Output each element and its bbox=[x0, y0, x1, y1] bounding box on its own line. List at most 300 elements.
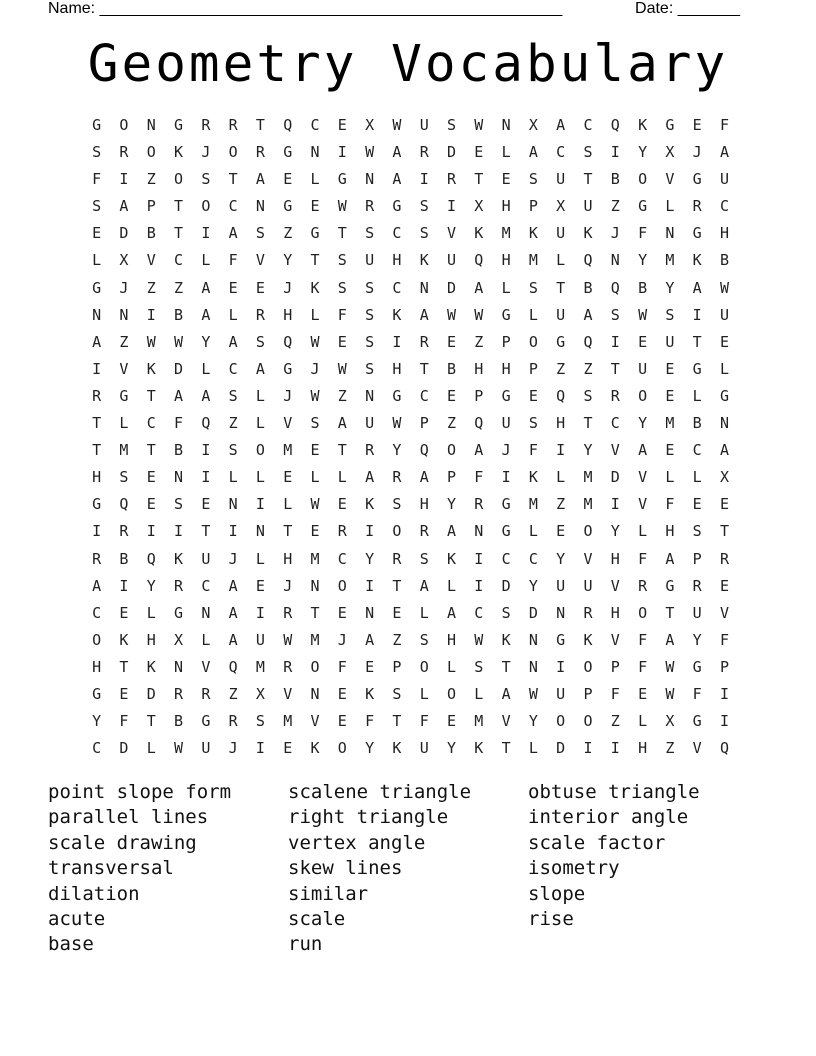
grid-letter[interactable]: C bbox=[583, 116, 593, 134]
grid-letter[interactable]: V bbox=[638, 495, 648, 514]
grid-letter[interactable]: N bbox=[665, 224, 675, 243]
grid-letter[interactable]: Z bbox=[583, 359, 593, 378]
grid-letter[interactable]: Q bbox=[556, 386, 566, 405]
grid-letter[interactable]: A bbox=[365, 468, 375, 487]
grid-letter[interactable]: D bbox=[556, 739, 566, 758]
grid-letter[interactable]: O bbox=[638, 603, 648, 622]
grid-letter[interactable]: L bbox=[255, 468, 265, 487]
grid-letter[interactable]: T bbox=[146, 441, 156, 460]
grid-letter[interactable]: L bbox=[201, 359, 211, 378]
grid-letter[interactable]: K bbox=[474, 739, 484, 758]
grid-letter[interactable]: I bbox=[692, 305, 702, 324]
grid-letter[interactable]: K bbox=[474, 224, 484, 243]
grid-letter[interactable]: O bbox=[228, 143, 238, 162]
grid-letter[interactable]: E bbox=[337, 116, 347, 134]
grid-letter[interactable]: B bbox=[446, 359, 457, 378]
grid-letter[interactable]: R bbox=[419, 332, 429, 351]
grid-letter[interactable]: G bbox=[501, 305, 511, 324]
grid-letter[interactable]: W bbox=[337, 197, 347, 216]
grid-letter[interactable]: V bbox=[201, 657, 211, 676]
grid-letter[interactable]: X bbox=[528, 116, 538, 134]
grid-letter[interactable]: L bbox=[501, 278, 511, 297]
grid-letter[interactable]: P bbox=[501, 332, 511, 351]
grid-letter[interactable]: R bbox=[446, 170, 457, 189]
grid-letter[interactable]: I bbox=[174, 522, 184, 541]
grid-letter[interactable]: Y bbox=[283, 251, 293, 270]
grid-letter[interactable]: B bbox=[583, 278, 593, 297]
grid-letter[interactable]: H bbox=[610, 603, 620, 622]
grid-letter[interactable]: S bbox=[365, 278, 375, 297]
grid-letter[interactable]: T bbox=[583, 170, 593, 189]
grid-letter[interactable]: R bbox=[119, 143, 129, 162]
grid-letter[interactable]: I bbox=[474, 549, 484, 568]
grid-letter[interactable]: B bbox=[638, 278, 648, 297]
grid-letter[interactable]: S bbox=[255, 712, 265, 731]
grid-letter[interactable]: H bbox=[665, 522, 675, 541]
grid-letter[interactable]: J bbox=[283, 278, 293, 297]
grid-letter[interactable]: R bbox=[365, 197, 375, 216]
grid-letter[interactable]: B bbox=[174, 305, 184, 324]
grid-letter[interactable]: G bbox=[92, 116, 102, 134]
grid-letter[interactable]: U bbox=[365, 414, 375, 433]
grid-letter[interactable]: M bbox=[665, 251, 675, 270]
grid-letter[interactable]: Z bbox=[337, 386, 347, 405]
grid-letter[interactable]: B bbox=[719, 251, 729, 270]
grid-letter[interactable]: T bbox=[583, 414, 593, 433]
grid-letter[interactable]: S bbox=[337, 278, 347, 297]
grid-letter[interactable]: K bbox=[365, 495, 375, 514]
grid-letter[interactable]: S bbox=[174, 495, 184, 514]
grid-letter[interactable]: D bbox=[174, 359, 184, 378]
grid-letter[interactable]: T bbox=[501, 739, 511, 758]
grid-letter[interactable]: C bbox=[146, 414, 156, 433]
grid-letter[interactable]: H bbox=[392, 251, 402, 270]
grid-letter[interactable]: Y bbox=[365, 549, 375, 568]
grid-letter[interactable]: T bbox=[310, 251, 320, 270]
grid-letter[interactable]: K bbox=[392, 739, 402, 758]
grid-letter[interactable]: F bbox=[610, 684, 620, 703]
grid-letter[interactable]: I bbox=[556, 657, 566, 676]
grid-letter[interactable]: E bbox=[146, 495, 156, 514]
grid-letter[interactable]: N bbox=[365, 386, 375, 405]
grid-letter[interactable]: R bbox=[283, 657, 293, 676]
grid-letter[interactable]: E bbox=[283, 739, 293, 758]
grid-letter[interactable]: Q bbox=[146, 549, 156, 568]
grid-letter[interactable]: N bbox=[201, 603, 211, 622]
grid-letter[interactable]: L bbox=[146, 603, 156, 622]
grid-letter[interactable]: E bbox=[310, 197, 320, 216]
grid-letter[interactable]: G bbox=[92, 278, 102, 297]
grid-letter[interactable]: I bbox=[419, 170, 429, 189]
grid-letter[interactable]: G bbox=[692, 224, 702, 243]
grid-letter[interactable]: G bbox=[201, 712, 211, 731]
grid-letter[interactable]: J bbox=[283, 576, 293, 595]
grid-letter[interactable]: E bbox=[719, 576, 729, 595]
grid-letter[interactable]: I bbox=[255, 603, 265, 622]
grid-letter[interactable]: I bbox=[201, 441, 211, 460]
grid-letter[interactable]: U bbox=[556, 224, 566, 243]
grid-letter[interactable]: E bbox=[556, 522, 566, 541]
grid-letter[interactable]: N bbox=[228, 495, 238, 514]
grid-letter[interactable]: R bbox=[692, 576, 702, 595]
grid-letter[interactable]: A bbox=[446, 603, 457, 622]
grid-letter[interactable]: L bbox=[692, 386, 702, 405]
grid-letter[interactable]: S bbox=[665, 305, 675, 324]
grid-letter[interactable]: H bbox=[638, 739, 648, 758]
grid-letter[interactable]: X bbox=[119, 251, 129, 270]
grid-letter[interactable]: L bbox=[228, 305, 238, 324]
grid-letter[interactable]: E bbox=[719, 495, 729, 514]
grid-letter[interactable]: A bbox=[255, 170, 265, 189]
grid-letter[interactable]: Y bbox=[638, 414, 648, 433]
grid-letter[interactable]: S bbox=[337, 251, 347, 270]
grid-letter[interactable]: R bbox=[583, 603, 593, 622]
grid-letter[interactable]: W bbox=[719, 278, 729, 297]
grid-letter[interactable]: E bbox=[310, 441, 320, 460]
grid-letter[interactable]: A bbox=[446, 522, 457, 541]
grid-letter[interactable]: F bbox=[692, 684, 702, 703]
grid-letter[interactable]: R bbox=[419, 143, 429, 162]
grid-letter[interactable]: H bbox=[283, 549, 293, 568]
grid-letter[interactable]: H bbox=[474, 359, 484, 378]
grid-letter[interactable]: A bbox=[583, 305, 593, 324]
grid-letter[interactable]: F bbox=[474, 468, 484, 487]
grid-letter[interactable]: A bbox=[419, 468, 429, 487]
grid-letter[interactable]: X bbox=[556, 197, 566, 216]
grid-letter[interactable]: R bbox=[174, 576, 184, 595]
grid-letter[interactable]: G bbox=[638, 197, 648, 216]
grid-letter[interactable]: U bbox=[665, 332, 675, 351]
grid-letter[interactable]: E bbox=[337, 332, 347, 351]
grid-letter[interactable]: C bbox=[610, 414, 620, 433]
grid-letter[interactable]: G bbox=[174, 116, 184, 134]
grid-letter[interactable]: W bbox=[174, 739, 184, 758]
grid-letter[interactable]: U bbox=[201, 739, 211, 758]
grid-letter[interactable]: V bbox=[446, 224, 457, 243]
grid-letter[interactable]: G bbox=[501, 495, 511, 514]
grid-letter[interactable]: J bbox=[119, 278, 129, 297]
grid-letter[interactable]: H bbox=[501, 359, 511, 378]
grid-letter[interactable]: D bbox=[610, 468, 620, 487]
grid-letter[interactable]: N bbox=[92, 305, 102, 324]
grid-letter[interactable]: C bbox=[392, 224, 402, 243]
grid-letter[interactable]: S bbox=[201, 170, 211, 189]
grid-letter[interactable]: X bbox=[665, 143, 675, 162]
grid-letter[interactable]: L bbox=[310, 305, 320, 324]
grid-letter[interactable]: Y bbox=[638, 251, 648, 270]
grid-letter[interactable]: N bbox=[119, 305, 129, 324]
grid-letter[interactable]: E bbox=[665, 386, 675, 405]
grid-letter[interactable]: W bbox=[474, 305, 484, 324]
grid-letter[interactable]: O bbox=[528, 332, 538, 351]
grid-letter[interactable]: R bbox=[419, 522, 429, 541]
grid-letter[interactable]: F bbox=[638, 549, 648, 568]
grid-letter[interactable]: W bbox=[665, 684, 675, 703]
grid-letter[interactable]: W bbox=[474, 116, 484, 134]
grid-letter[interactable]: Q bbox=[583, 332, 593, 351]
grid-letter[interactable]: L bbox=[255, 386, 265, 405]
grid-letter[interactable]: O bbox=[583, 522, 593, 541]
grid-letter[interactable]: Z bbox=[146, 170, 156, 189]
grid-letter[interactable]: S bbox=[474, 657, 484, 676]
grid-letter[interactable]: T bbox=[310, 603, 320, 622]
grid-letter[interactable]: O bbox=[583, 712, 593, 731]
grid-letter[interactable]: S bbox=[419, 630, 429, 649]
grid-letter[interactable]: V bbox=[638, 468, 648, 487]
grid-letter[interactable]: Q bbox=[474, 414, 484, 433]
grid-letter[interactable]: F bbox=[92, 170, 102, 189]
grid-letter[interactable]: V bbox=[310, 712, 320, 731]
grid-letter[interactable]: U bbox=[201, 549, 211, 568]
grid-letter[interactable]: T bbox=[392, 712, 402, 731]
grid-letter[interactable]: A bbox=[692, 278, 702, 297]
grid-letter[interactable]: W bbox=[474, 630, 484, 649]
grid-letter[interactable]: U bbox=[365, 251, 375, 270]
grid-letter[interactable]: I bbox=[92, 359, 102, 378]
grid-letter[interactable]: C bbox=[92, 603, 102, 622]
grid-letter[interactable]: K bbox=[501, 630, 511, 649]
grid-letter[interactable]: G bbox=[92, 495, 102, 514]
grid-letter[interactable]: J bbox=[201, 143, 211, 162]
grid-letter[interactable]: L bbox=[255, 549, 265, 568]
grid-letter[interactable]: H bbox=[446, 630, 457, 649]
grid-letter[interactable]: O bbox=[638, 170, 648, 189]
grid-letter[interactable]: G bbox=[665, 576, 675, 595]
grid-letter[interactable]: L bbox=[556, 468, 566, 487]
grid-letter[interactable]: Y bbox=[665, 278, 675, 297]
grid-letter[interactable]: A bbox=[392, 170, 402, 189]
grid-letter[interactable]: T bbox=[556, 278, 566, 297]
grid-letter[interactable]: Z bbox=[610, 712, 620, 731]
grid-letter[interactable]: F bbox=[638, 630, 648, 649]
grid-letter[interactable]: I bbox=[201, 468, 211, 487]
grid-letter[interactable]: Y bbox=[528, 712, 538, 731]
grid-letter[interactable]: A bbox=[719, 441, 729, 460]
grid-letter[interactable]: C bbox=[392, 278, 402, 297]
grid-letter[interactable]: B bbox=[119, 549, 129, 568]
grid-letter[interactable]: R bbox=[119, 522, 129, 541]
grid-letter[interactable]: I bbox=[365, 522, 375, 541]
grid-letter[interactable]: C bbox=[501, 549, 511, 568]
grid-letter[interactable]: E bbox=[474, 143, 484, 162]
grid-letter[interactable]: N bbox=[146, 116, 156, 134]
grid-letter[interactable]: N bbox=[528, 657, 538, 676]
grid-letter[interactable]: Z bbox=[556, 495, 566, 514]
grid-letter[interactable]: N bbox=[501, 116, 511, 134]
grid-letter[interactable]: X bbox=[665, 712, 675, 731]
grid-letter[interactable]: M bbox=[583, 495, 593, 514]
grid-letter[interactable]: L bbox=[556, 251, 566, 270]
grid-letter[interactable]: G bbox=[119, 386, 129, 405]
grid-letter[interactable]: C bbox=[719, 197, 729, 216]
grid-letter[interactable]: T bbox=[474, 170, 484, 189]
grid-letter[interactable]: W bbox=[283, 630, 293, 649]
grid-letter[interactable]: G bbox=[692, 359, 702, 378]
grid-letter[interactable]: I bbox=[146, 522, 156, 541]
grid-letter[interactable]: T bbox=[283, 522, 293, 541]
grid-letter[interactable]: G bbox=[174, 603, 184, 622]
grid-letter[interactable]: U bbox=[446, 251, 457, 270]
grid-letter[interactable]: G bbox=[92, 684, 102, 703]
grid-letter[interactable]: R bbox=[337, 522, 347, 541]
grid-letter[interactable]: L bbox=[228, 468, 238, 487]
grid-letter[interactable]: Q bbox=[474, 251, 484, 270]
grid-letter[interactable]: E bbox=[528, 386, 538, 405]
grid-letter[interactable]: A bbox=[474, 441, 484, 460]
grid-letter[interactable]: L bbox=[446, 576, 457, 595]
grid-letter[interactable]: A bbox=[92, 576, 102, 595]
grid-letter[interactable]: I bbox=[119, 170, 129, 189]
grid-letter[interactable]: S bbox=[419, 197, 429, 216]
grid-letter[interactable]: P bbox=[610, 657, 620, 676]
grid-letter[interactable]: A bbox=[228, 576, 238, 595]
grid-letter[interactable]: T bbox=[665, 603, 675, 622]
grid-letter[interactable]: K bbox=[146, 359, 156, 378]
grid-letter[interactable]: S bbox=[228, 386, 238, 405]
grid-letter[interactable]: N bbox=[255, 197, 265, 216]
grid-letter[interactable]: S bbox=[392, 684, 402, 703]
grid-letter[interactable]: O bbox=[337, 739, 347, 758]
grid-letter[interactable]: T bbox=[174, 224, 184, 243]
grid-letter[interactable]: L bbox=[638, 522, 648, 541]
grid-letter[interactable]: C bbox=[528, 549, 538, 568]
grid-letter[interactable]: V bbox=[610, 441, 620, 460]
grid-letter[interactable]: W bbox=[365, 143, 375, 162]
grid-letter[interactable]: R bbox=[92, 549, 102, 568]
grid-letter[interactable]: H bbox=[719, 224, 729, 243]
grid-letter[interactable]: R bbox=[692, 197, 702, 216]
grid-letter[interactable]: W bbox=[310, 386, 320, 405]
grid-letter[interactable]: R bbox=[474, 495, 484, 514]
grid-letter[interactable]: W bbox=[337, 359, 347, 378]
grid-letter[interactable]: A bbox=[255, 359, 265, 378]
grid-letter[interactable]: D bbox=[528, 603, 538, 622]
grid-letter[interactable]: Y bbox=[610, 522, 620, 541]
grid-letter[interactable]: P bbox=[146, 197, 156, 216]
grid-letter[interactable]: B bbox=[174, 712, 184, 731]
grid-letter[interactable]: W bbox=[310, 495, 320, 514]
grid-letter[interactable]: Y bbox=[528, 576, 538, 595]
grid-letter[interactable]: H bbox=[283, 305, 293, 324]
grid-letter[interactable]: E bbox=[365, 657, 375, 676]
grid-letter[interactable]: W bbox=[392, 414, 402, 433]
grid-letter[interactable]: W bbox=[446, 305, 457, 324]
grid-letter[interactable]: L bbox=[638, 712, 648, 731]
grid-letter[interactable]: S bbox=[501, 603, 511, 622]
grid-letter[interactable]: K bbox=[392, 305, 402, 324]
grid-letter[interactable]: D bbox=[446, 143, 457, 162]
grid-letter[interactable]: Z bbox=[610, 197, 620, 216]
grid-letter[interactable]: C bbox=[556, 143, 566, 162]
grid-letter[interactable]: H bbox=[501, 197, 511, 216]
grid-letter[interactable]: J bbox=[283, 386, 293, 405]
grid-letter[interactable]: K bbox=[146, 657, 156, 676]
grid-letter[interactable]: E bbox=[255, 576, 265, 595]
grid-letter[interactable]: K bbox=[310, 739, 320, 758]
grid-letter[interactable]: E bbox=[228, 278, 238, 297]
grid-letter[interactable]: L bbox=[119, 414, 129, 433]
grid-letter[interactable]: Z bbox=[665, 739, 675, 758]
grid-letter[interactable]: F bbox=[365, 712, 375, 731]
grid-letter[interactable]: U bbox=[638, 359, 648, 378]
grid-letter[interactable]: I bbox=[119, 576, 129, 595]
grid-letter[interactable]: F bbox=[638, 657, 648, 676]
grid-letter[interactable]: E bbox=[665, 359, 675, 378]
grid-letter[interactable]: T bbox=[92, 414, 102, 433]
grid-letter[interactable]: L bbox=[337, 468, 347, 487]
grid-letter[interactable]: I bbox=[146, 305, 156, 324]
grid-letter[interactable]: L bbox=[310, 170, 320, 189]
grid-letter[interactable]: O bbox=[255, 441, 265, 460]
grid-letter[interactable]: E bbox=[255, 278, 265, 297]
grid-letter[interactable]: S bbox=[92, 197, 102, 216]
grid-letter[interactable]: L bbox=[528, 739, 538, 758]
grid-letter[interactable]: A bbox=[228, 332, 238, 351]
grid-letter[interactable]: A bbox=[228, 603, 238, 622]
grid-letter[interactable]: E bbox=[337, 712, 347, 731]
grid-letter[interactable]: M bbox=[255, 657, 265, 676]
grid-letter[interactable]: M bbox=[310, 630, 320, 649]
grid-letter[interactable]: E bbox=[719, 332, 729, 351]
grid-letter[interactable]: U bbox=[556, 576, 566, 595]
grid-letter[interactable]: Y bbox=[201, 332, 211, 351]
grid-letter[interactable]: R bbox=[228, 116, 238, 134]
grid-letter[interactable]: C bbox=[419, 386, 429, 405]
grid-letter[interactable]: K bbox=[310, 278, 320, 297]
grid-letter[interactable]: J bbox=[610, 224, 620, 243]
grid-letter[interactable]: A bbox=[201, 278, 211, 297]
grid-letter[interactable]: H bbox=[419, 495, 429, 514]
grid-letter[interactable]: J bbox=[501, 441, 511, 460]
grid-letter[interactable]: L bbox=[446, 657, 457, 676]
grid-letter[interactable]: X bbox=[365, 116, 375, 134]
grid-letter[interactable]: A bbox=[228, 630, 238, 649]
grid-letter[interactable]: O bbox=[146, 143, 156, 162]
grid-letter[interactable]: K bbox=[174, 549, 184, 568]
grid-letter[interactable]: A bbox=[337, 414, 347, 433]
grid-letter[interactable]: E bbox=[446, 386, 457, 405]
grid-letter[interactable]: Y bbox=[365, 739, 375, 758]
grid-letter[interactable]: E bbox=[692, 116, 702, 134]
grid-letter[interactable]: F bbox=[228, 251, 238, 270]
grid-letter[interactable]: O bbox=[556, 712, 566, 731]
grid-letter[interactable]: H bbox=[146, 630, 156, 649]
grid-letter[interactable]: K bbox=[365, 684, 375, 703]
grid-letter[interactable]: E bbox=[283, 170, 293, 189]
grid-letter[interactable]: O bbox=[337, 576, 347, 595]
grid-letter[interactable]: Z bbox=[146, 278, 156, 297]
grid-letter[interactable]: Y bbox=[638, 143, 648, 162]
grid-letter[interactable]: I bbox=[446, 197, 457, 216]
grid-letter[interactable]: C bbox=[174, 251, 184, 270]
grid-letter[interactable]: A bbox=[665, 630, 675, 649]
grid-letter[interactable]: M bbox=[583, 468, 593, 487]
grid-letter[interactable]: K bbox=[692, 251, 702, 270]
grid-letter[interactable]: L bbox=[528, 522, 538, 541]
grid-letter[interactable]: S bbox=[446, 116, 457, 134]
grid-letter[interactable]: I bbox=[365, 576, 375, 595]
grid-letter[interactable]: G bbox=[501, 386, 511, 405]
grid-letter[interactable]: W bbox=[528, 684, 538, 703]
grid-letter[interactable]: A bbox=[201, 305, 211, 324]
grid-letter[interactable]: O bbox=[638, 386, 648, 405]
grid-letter[interactable]: E bbox=[310, 522, 320, 541]
grid-letter[interactable]: L bbox=[283, 495, 293, 514]
grid-letter[interactable]: R bbox=[255, 143, 265, 162]
grid-letter[interactable]: A bbox=[228, 224, 238, 243]
grid-letter[interactable]: F bbox=[174, 414, 184, 433]
grid-letter[interactable]: S bbox=[692, 522, 702, 541]
